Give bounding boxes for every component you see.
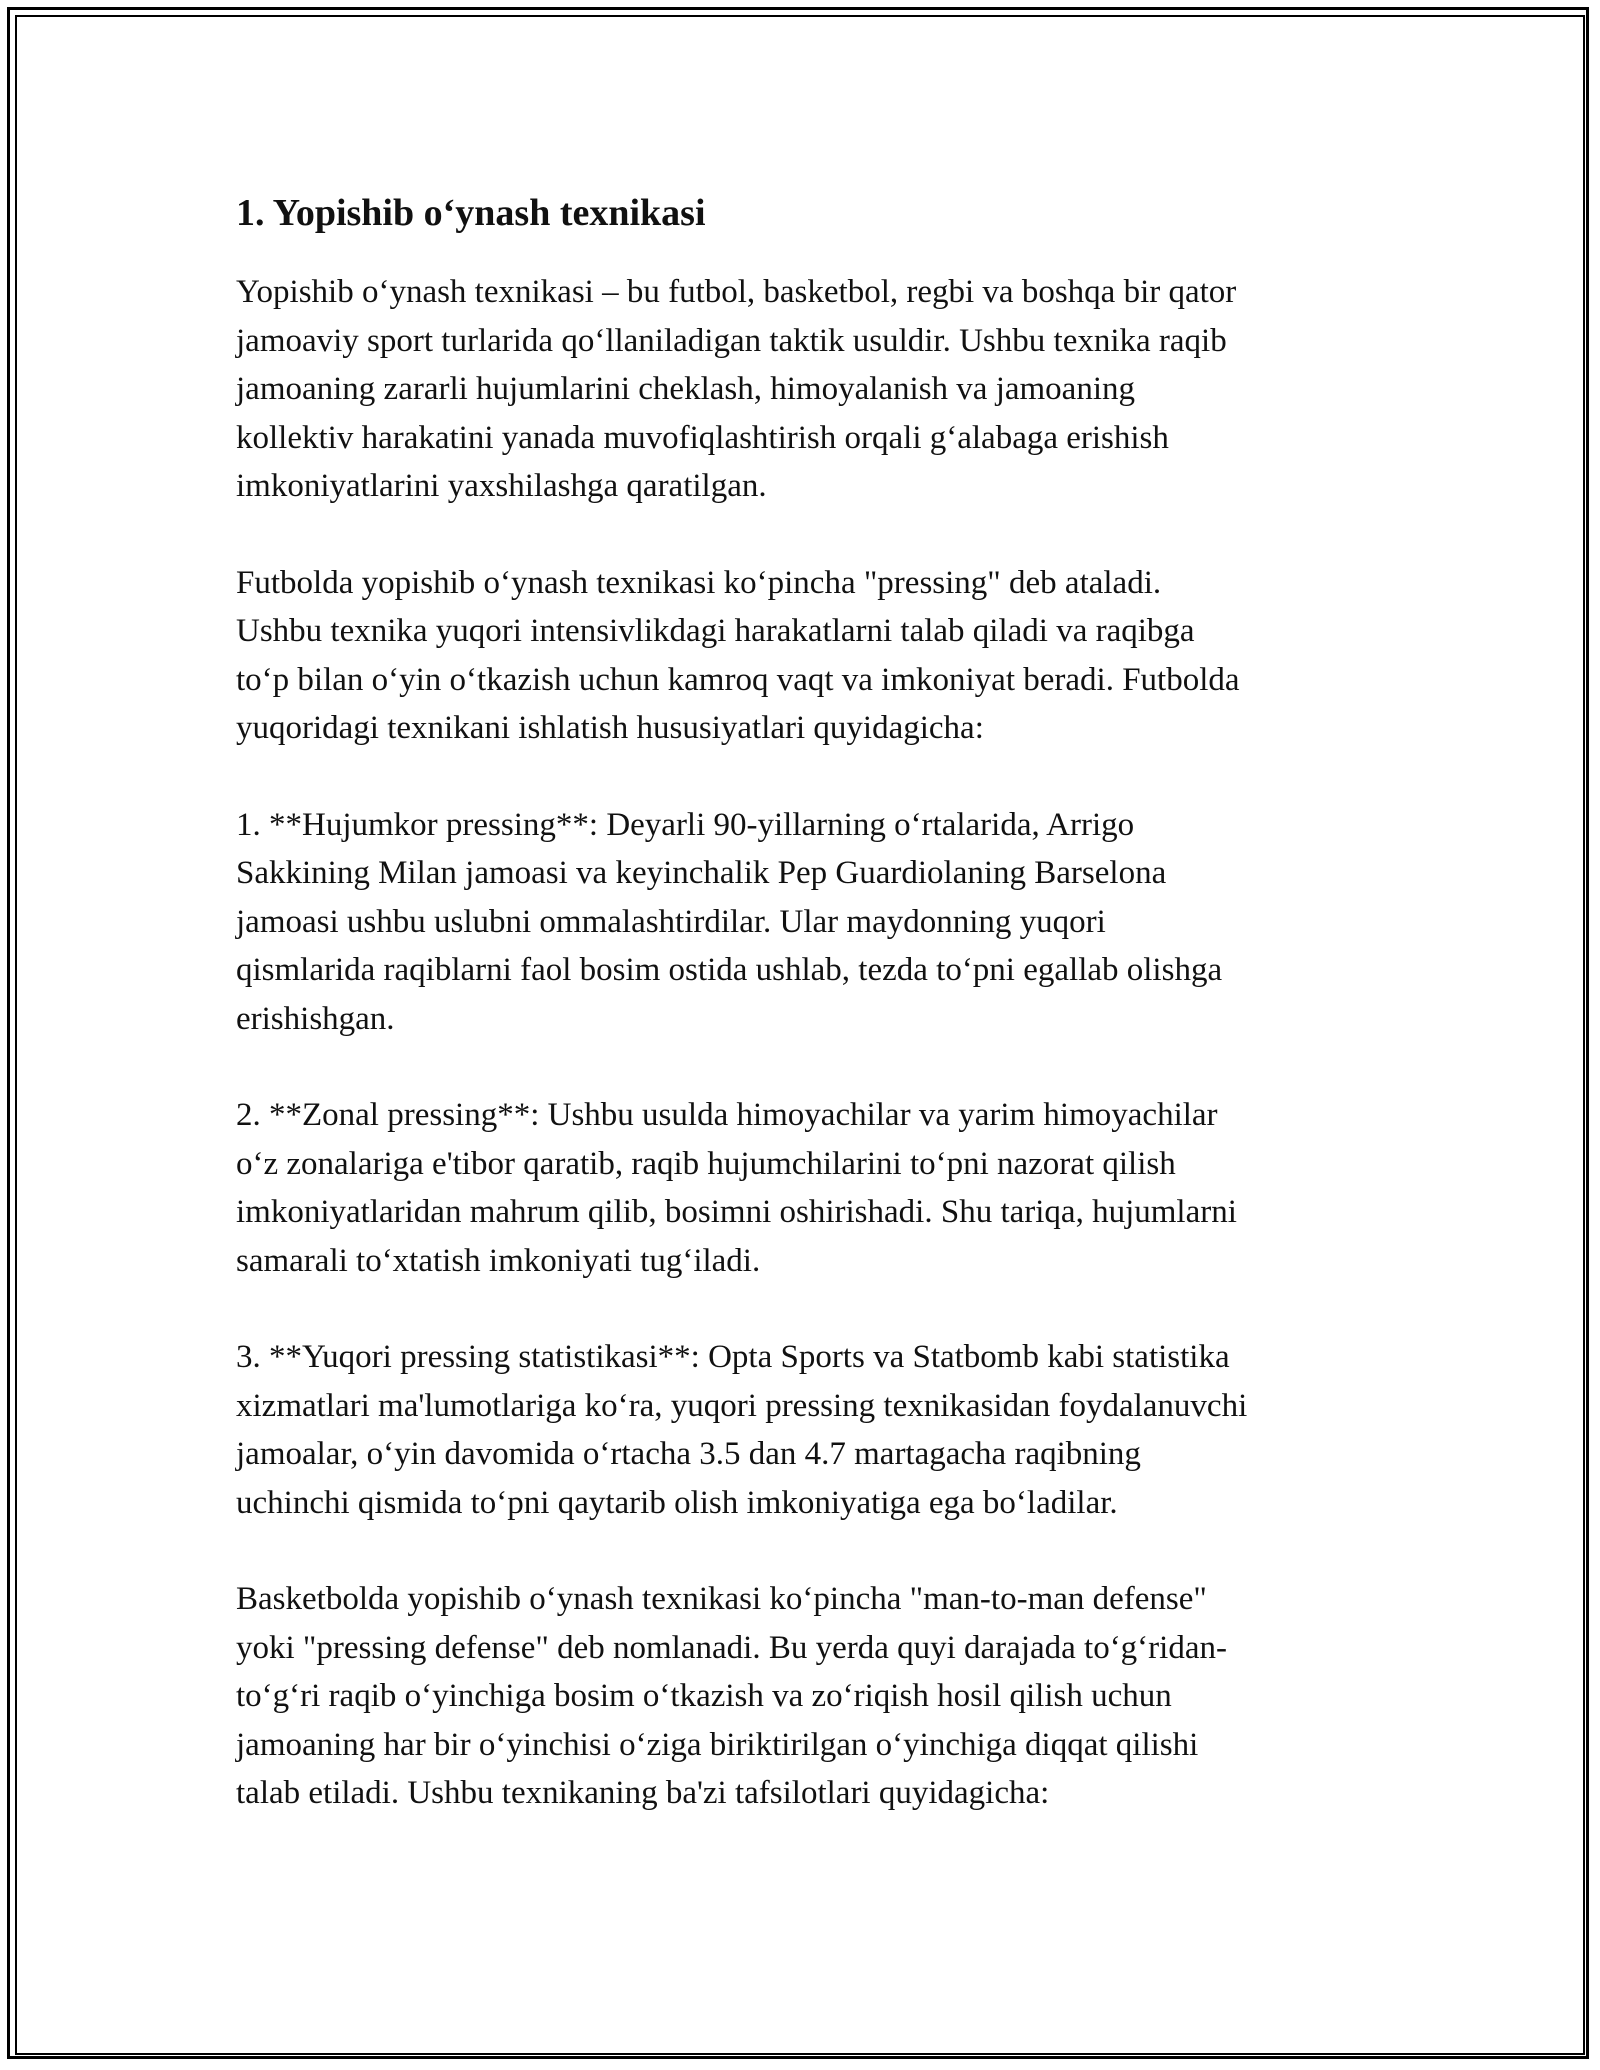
list-item-attacking-pressing: 1. **Hujumkor pressing**: Deyarli 90-yillarning o‘rtalarida, Arrigo Sakkining Milan jamoasi va keyinchalik Pep Guardiolaning Barselona jamoasi ushbu uslubni ommalashtirdilar. Ular maydonning yuqori qismlarida raqiblarni faol bosim ostida ushlab, tezda to‘pni egallab olishga erishishgan. — [236, 806, 1223, 1037]
paragraph-basketball-defense: Basketbolda yopishib o‘ynash texnikasi ko‘pincha "man-to-man defense" yoki "pressing defense" deb nomlanadi. Bu yerda quyi darajada to‘g‘ridan- to‘g‘ri raqib o‘yinchiga bosim o‘tkazish va zo‘riqish hosil qilish uchun jamoaning har bir o‘yinchisi o‘ziga biriktirilgan o‘yinchiga diqqat qilishi talab etiladi. Ushbu texnikaning ba'zi tafsilotlari quyidagicha: — [236, 1581, 1227, 1811]
list-item-high-pressing-stats: 3. **Yuqori pressing statistikasi**: Opta Sports va Statbomb kabi statistika xizmatlari ma'lumotlariga ko‘ra, yuqori pressing texnikasidan foydalanuvchi jamoalar, o‘yin davomida o‘rtacha 3.5 dan 4.7 martagacha raqibning uchinchi qismida to‘pni qaytarib olish imkoniyatiga ega bo‘ladilar. — [236, 1339, 1248, 1521]
document-body — [236, 186, 1366, 1866]
paragraph-football-pressing: Futbolda yopishib o‘ynash texnikasi ko‘pincha "pressing" deb ataladi. Ushbu texnika yuqori intensivlikdagi harakatlarni talab qiladi va raqibga to‘p bilan o‘yin o‘tkazish uchun kamroq vaqt va imkoniyat beradi. Futbolda yuqoridagi texnikani ishlatish hususiyatlari quyidagicha: — [236, 564, 1240, 746]
paragraph-intro: Yopishib o‘ynash texnikasi – bu futbol, basketbol, regbi va boshqa bir qator jamoaviy sport turlarida qo‘llaniladigan taktik usuldir. Ushbu texnika raqib jamoaning zararli hujumlarini cheklash, himoyalanish va jamoaning kollektiv harakatini yanada muvofiqlashtirish orqali g‘alabaga erishish imkoniyatlarini yaxshilashga qaratilgan. — [236, 274, 1237, 504]
section-title: 1. Yopishib o‘ynash texnikasi — [236, 192, 706, 234]
list-item-zonal-pressing: 2. **Zonal pressing**: Ushbu usulda himoyachilar va yarim himoyachilar o‘z zonalariga e'tibor qaratib, raqib hujumchilarini to‘pni nazorat qilish imkoniyatlaridan mahrum qilib, bosimni oshirishadi. Shu tariqa, hujumlarni samarali to‘xtatish imkoniyati tug‘iladi. — [236, 1097, 1237, 1279]
